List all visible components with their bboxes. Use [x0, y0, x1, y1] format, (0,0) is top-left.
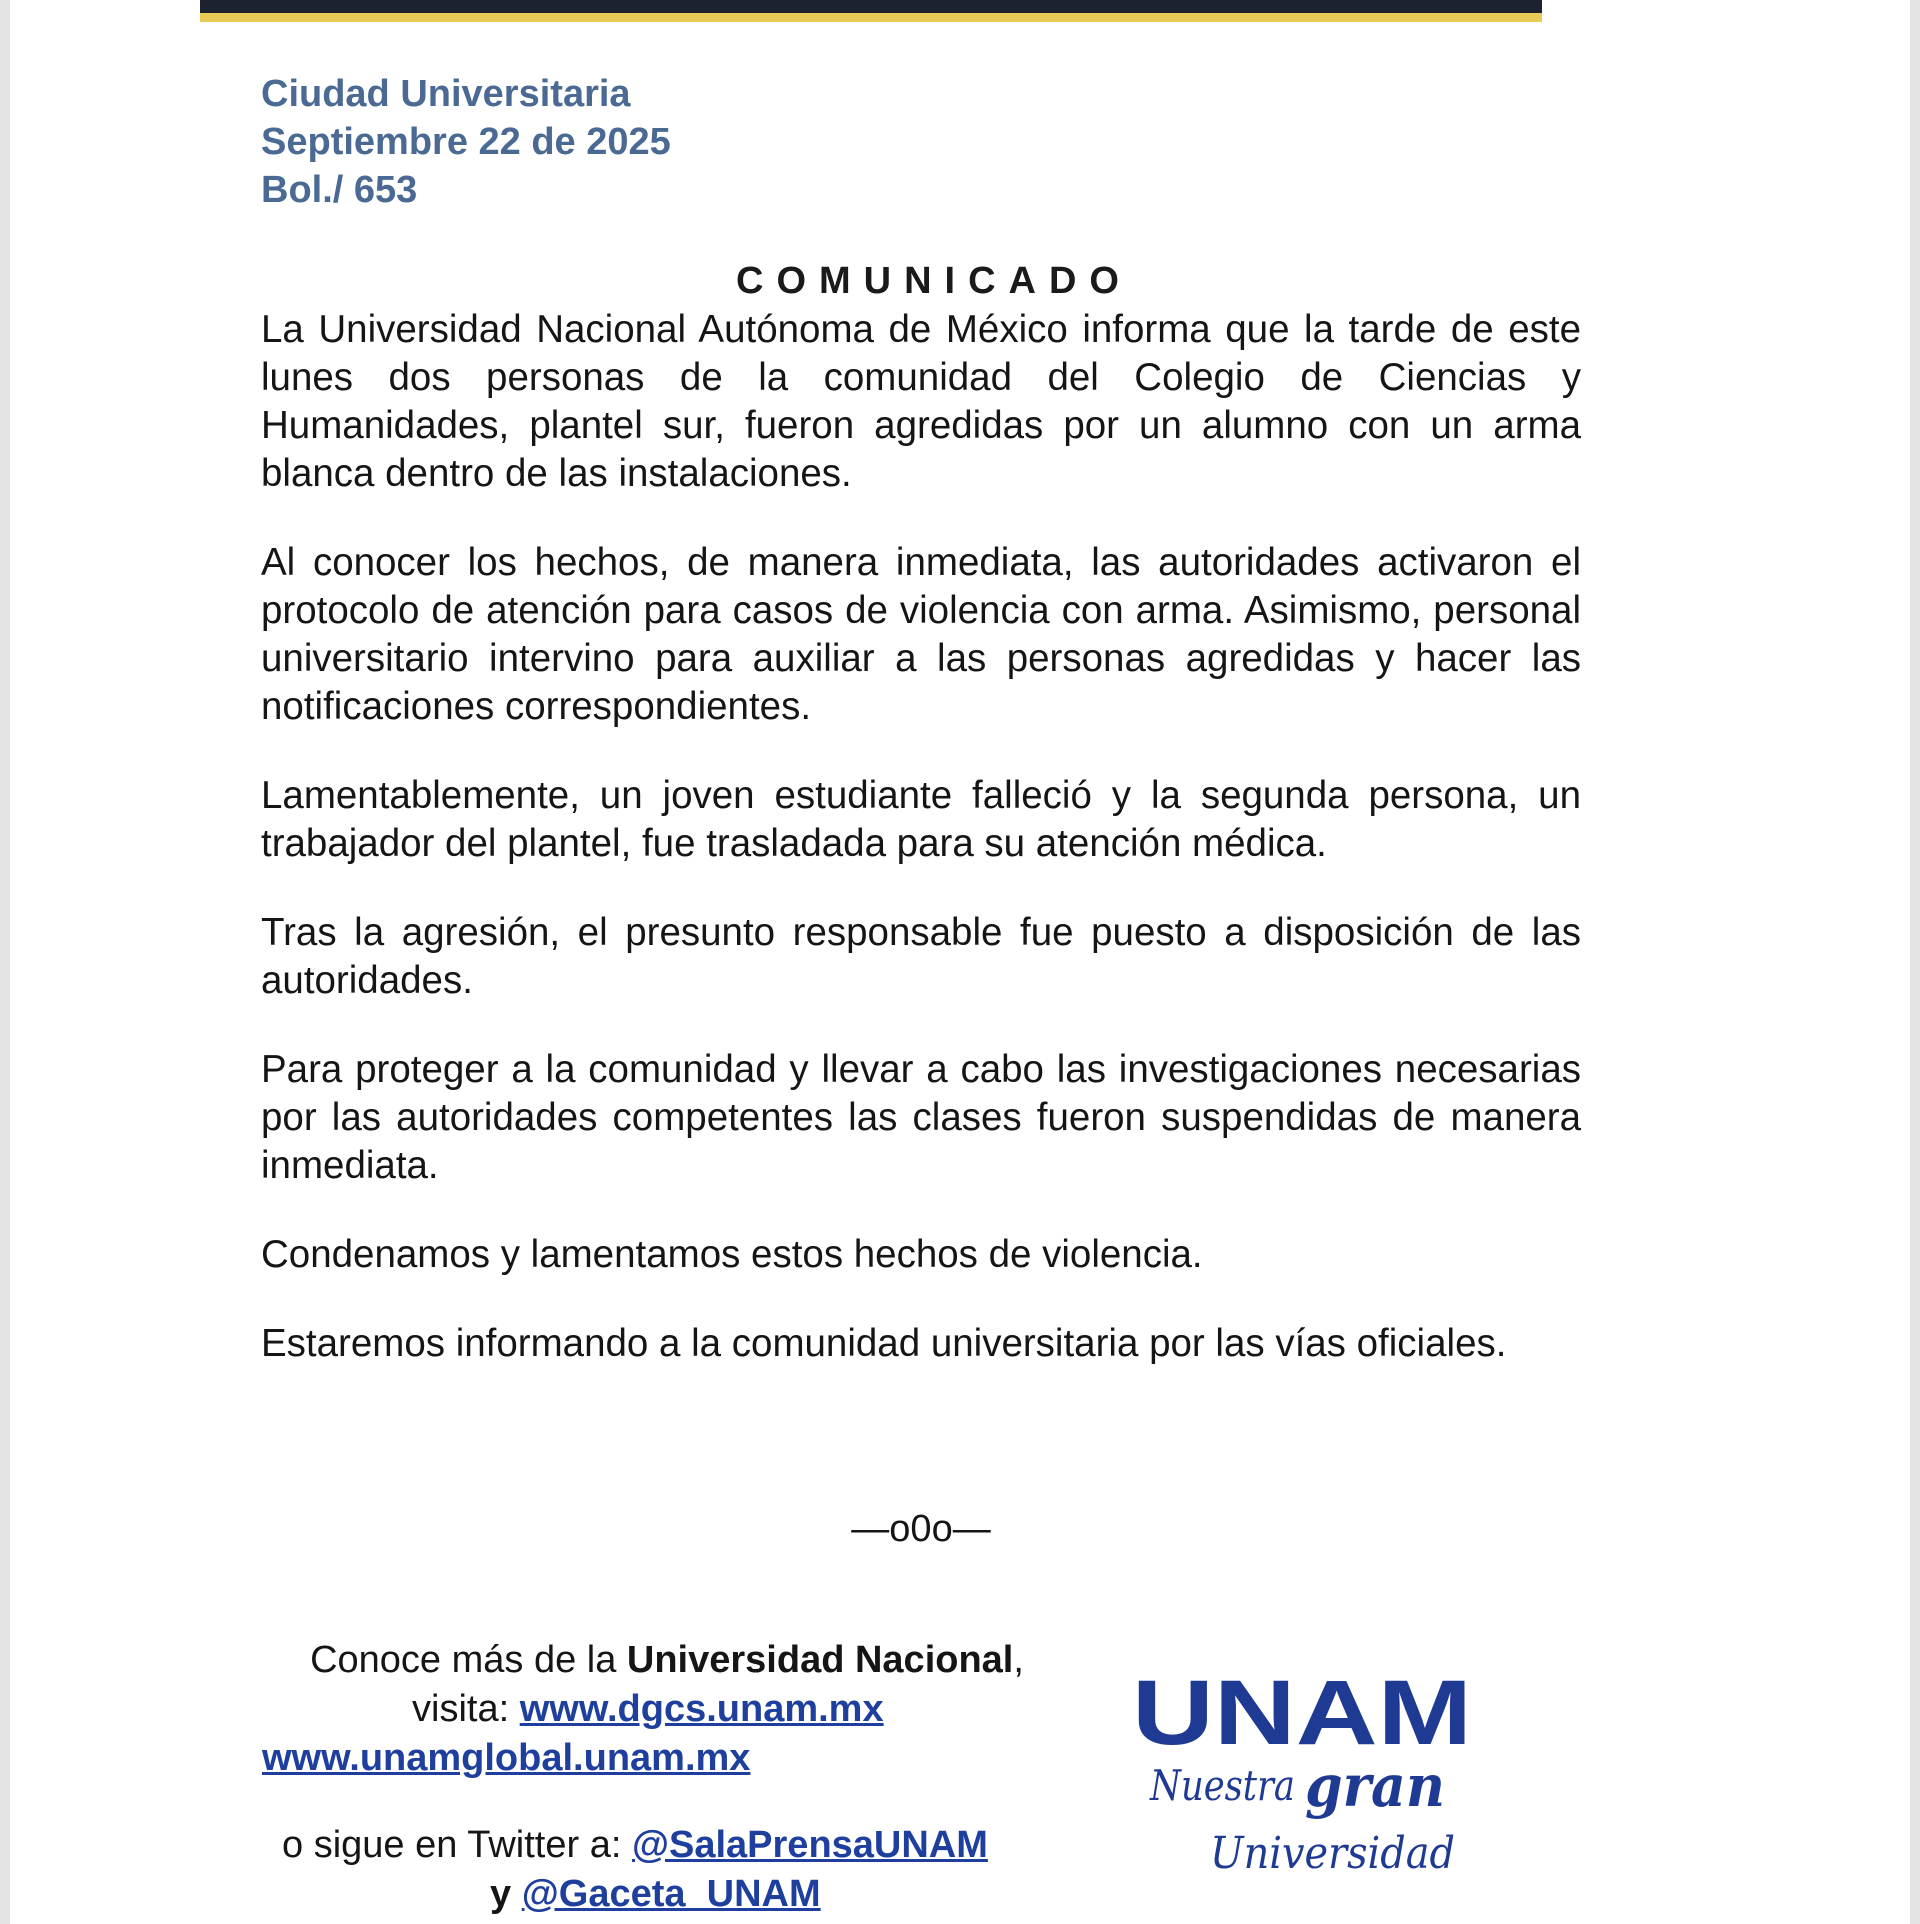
footer-text: Conoce más de la [310, 1639, 627, 1681]
footer-university-name: Universidad Nacional [626, 1639, 1014, 1681]
link-twitter-salaprensa[interactable]: @SalaPrensaUNAM [631, 1824, 988, 1866]
footer-text: , [1013, 1639, 1024, 1681]
footer-contact [262, 1636, 1072, 1919]
paragraph-4: Tras la agresión, el presunto responsable fue puesto a disposición de las autoridades. [261, 911, 1581, 1002]
unam-logo [1130, 1660, 1490, 1890]
page-edge-left [0, 0, 10, 1924]
logo-tagline-3: Universidad [1210, 1828, 1455, 1879]
link-twitter-gaceta[interactable]: @Gaceta_UNAM [521, 1873, 821, 1915]
header-rule-gold [200, 13, 1542, 22]
footer-text: visita: [412, 1688, 520, 1730]
header-rule-dark [200, 0, 1542, 13]
paragraph-1: La Universidad Nacional Autónoma de México informa que la tarde de este lunes dos personas de la comunidad del Colegio de Ciencias y Humanidades, plantel sur, fueron agredidas por un alumno con un arma blanca dentro de las instalaciones. [261, 308, 1581, 495]
page-edge-right [1910, 0, 1920, 1924]
footer-text: o sigue en Twitter a: [282, 1824, 632, 1866]
header-bulletin-number: Bol./ 653 [261, 169, 418, 211]
footer-conjunction: y [490, 1873, 522, 1915]
footer-line-5 [262, 1870, 1072, 1919]
footer-line-2 [262, 1685, 1072, 1734]
footer-line-3 [262, 1734, 1072, 1783]
header-date: Septiembre 22 de 2025 [261, 121, 671, 163]
paragraph-7: Estaremos informando a la comunidad universitaria por las vías oficiales. [261, 1322, 1507, 1365]
document-body [261, 306, 1581, 1409]
link-unamglobal[interactable]: www.unamglobal.unam.mx [262, 1737, 751, 1779]
paragraph-3: Lamentablemente, un joven estudiante falleció y la segunda persona, un trabajador del plantel, fue trasladada para su atención médica. [261, 774, 1581, 865]
paragraph-5: Para proteger a la comunidad y llevar a cabo las investigaciones necesarias por las autoridades competentes las clases fueron suspendidas de manera inmediata. [261, 1048, 1581, 1187]
paragraph-2: Al conocer los hechos, de manera inmediata, las autoridades activaron el protocolo de atención para casos de violencia con arma. Asimismo, personal universitario intervino para auxiliar a las personas agredidas y hacer las notificaciones correspondientes. [261, 541, 1581, 728]
document-title: COMUNICADO [736, 260, 1132, 302]
logo-tagline-2: gran [1305, 1752, 1445, 1820]
footer-line-1 [262, 1636, 1072, 1685]
paragraph-6: Condenamos y lamentamos estos hechos de violencia. [261, 1233, 1203, 1276]
logo-tagline-1: Nuestra [1149, 1761, 1295, 1810]
header-place: Ciudad Universitaria [261, 73, 631, 115]
footer-line-4 [262, 1821, 1072, 1870]
link-dgcs[interactable]: www.dgcs.unam.mx [519, 1688, 884, 1730]
separator-mark: —o0o— [851, 1508, 991, 1550]
logo-wordmark: UNAM [1132, 1662, 1472, 1764]
bulletin-header [261, 70, 671, 214]
